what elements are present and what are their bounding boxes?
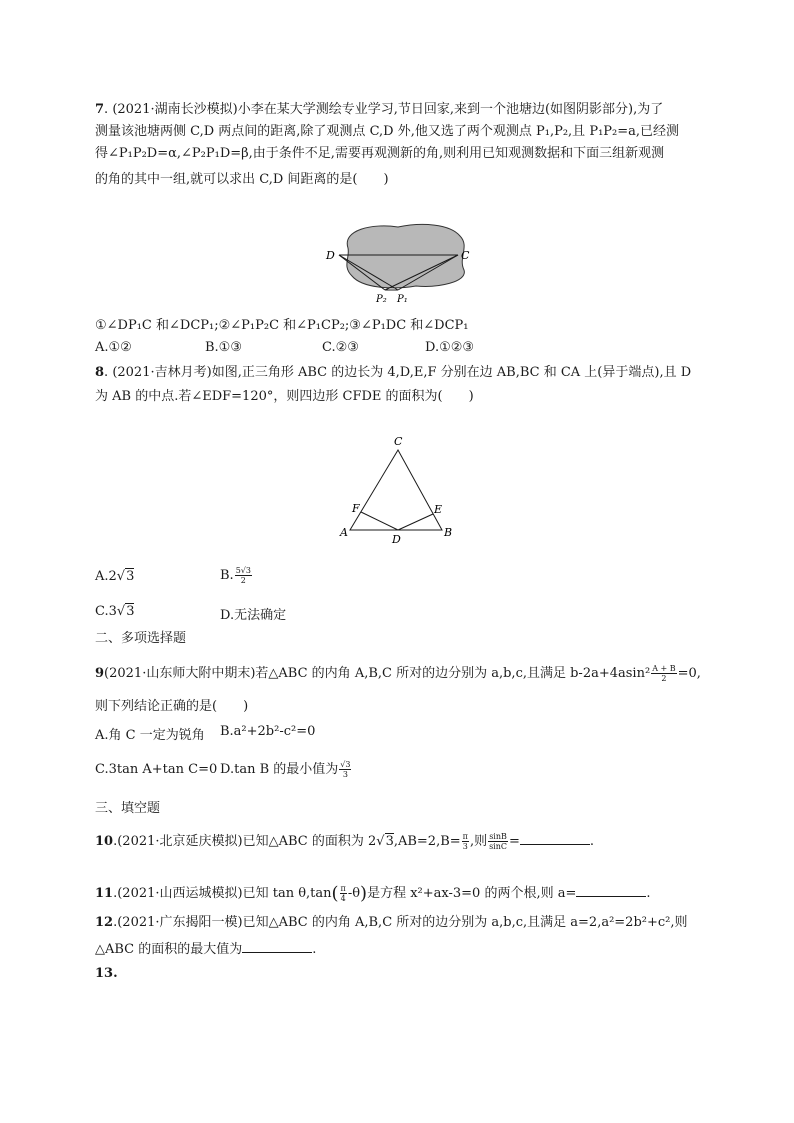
q13-line: 13. xyxy=(95,966,118,981)
q11-number: 11 xyxy=(95,886,114,901)
section-fill-in: 三、填空题 xyxy=(95,801,161,816)
tri-label-F: F xyxy=(352,502,360,515)
section-multiple-choice: 二、多项选择题 xyxy=(95,631,187,646)
q9-line-2: 则下列结论正确的是( ) xyxy=(95,699,249,714)
q7-option-a: A.①② xyxy=(95,340,132,355)
q8-line-2: 为 AB 的中点.若∠EDF=120°，则四边形 CFDE 的面积为( ) xyxy=(95,389,474,404)
q7-choices-text: ①∠DP₁C 和∠DCP₁;②∠P₁P₂C 和∠P₁CP₂;③∠P₁DC 和∠DCP₁ xyxy=(95,318,469,333)
q7-line-3: 得∠P₁P₂D=α,∠P₂P₁D=β,由于条件不足,需要再观测新的角,则利用已知观测数据和下面三组新观测 xyxy=(95,146,665,161)
q7-option-d: D.①②③ xyxy=(425,340,475,355)
q9-option-b: B.a²+2b²-c²=0 xyxy=(220,724,316,739)
q9-option-a: A.角 C 一定为锐角 xyxy=(95,728,205,743)
triangle-figure xyxy=(330,432,460,547)
q13-number: 13 xyxy=(95,966,114,981)
pond-figure xyxy=(320,218,480,308)
q7-number: 7 xyxy=(95,102,105,117)
q9-option-c: C.3tan A+tan C=0 xyxy=(95,762,218,777)
q10-source: .(2021·北京延庆模拟) xyxy=(113,834,243,849)
q9-number: 9 xyxy=(95,666,105,681)
tri-label-A: A xyxy=(340,526,348,539)
tri-label-D: D xyxy=(392,533,401,546)
q12-source: .(2021·广东揭阳一模) xyxy=(113,915,243,930)
pond-label-P2: P₂ xyxy=(376,294,387,305)
q12-line-2: △ABC 的面积的最大值为 . xyxy=(95,942,317,957)
pond-shape xyxy=(347,224,465,287)
q9-line-1: 9(2021·山东师大附中期末)若△ABC 的内角 A,B,C 所对的边分别为 a,b,c,且满足 b-2a+4asin² $\frac{A + B}{2}$ =0, xyxy=(95,664,701,683)
q7-line-2: 测量该池塘两侧 C,D 两点间的距离,除了观测点 C,D 外,他又选了两个观测点 P₁,P₂,且 P₁P₂=a,已经测 xyxy=(95,124,680,139)
q9-option-d: D.tan B 的最小值为 $\frac{√3}{3}$ xyxy=(220,760,351,779)
q11-answer-blank[interactable] xyxy=(576,884,646,897)
q9-source: (2021·山东师大附中期末) xyxy=(104,666,256,681)
q8-source: (2021·吉林月考) xyxy=(112,365,212,380)
q8-option-a: A.2√3 xyxy=(95,569,135,584)
q7-line-1: 7. (2021·湖南长沙模拟)小李在某大学测绘专业学习,节日回家,来到一个池塘边(如图阴影部分),为了 xyxy=(95,102,664,117)
q11-source: .(2021·山西运城模拟) xyxy=(113,886,243,901)
q11-line: 11.(2021·山西运城模拟)已知 tan θ,tan( $\frac{\pi}{4}$ -θ)是方程 x²+ax-3=0 的两个根,则 a= . xyxy=(95,883,651,904)
q7-line-4: 的角的其中一组,就可以求出 C,D 间距离的是( ) xyxy=(95,172,389,187)
tri-label-B: B xyxy=(444,526,453,539)
q10-number: 10 xyxy=(95,834,114,849)
tri-label-C: C xyxy=(394,435,403,448)
q8-option-b: B. $\frac{5√3}{2}$ xyxy=(220,566,251,585)
q12-number: 12 xyxy=(95,915,114,930)
q8-line-1: 8. (2021·吉林月考)如图,正三角形 ABC 的边长为 4,D,E,F 分别在边 AB,BC 和 CA 上(异于端点),且 D xyxy=(95,365,692,380)
tri-label-E: E xyxy=(434,503,443,516)
q7-option-c: C.②③ xyxy=(322,340,359,355)
q12-answer-blank[interactable] xyxy=(242,940,312,953)
q12-line-1: 12.(2021·广东揭阳一模)已知△ABC 的内角 A,B,C 所对的边分别为 a,b,c,且满足 a=2,a²=2b²+c²,则 xyxy=(95,915,688,930)
q7-source: (2021·湖南长沙模拟) xyxy=(112,102,238,117)
q10-line: 10.(2021·北京延庆模拟)已知△ABC 的面积为 2√3,AB=2,B= $\frac{\pi}{3}$ ,则 $\frac{\sin B}{\sin C}$ = . xyxy=(95,832,595,851)
q7-option-b: B.①③ xyxy=(205,340,242,355)
q8-option-c: C.3√3 xyxy=(95,604,135,619)
pond-label-D: D xyxy=(326,249,335,262)
q10-answer-blank[interactable] xyxy=(520,832,590,845)
pond-label-C: C xyxy=(461,249,470,262)
pond-label-P1: P₁ xyxy=(397,294,408,305)
q8-option-d: D.无法确定 xyxy=(220,608,287,623)
q8-number: 8 xyxy=(95,365,105,380)
